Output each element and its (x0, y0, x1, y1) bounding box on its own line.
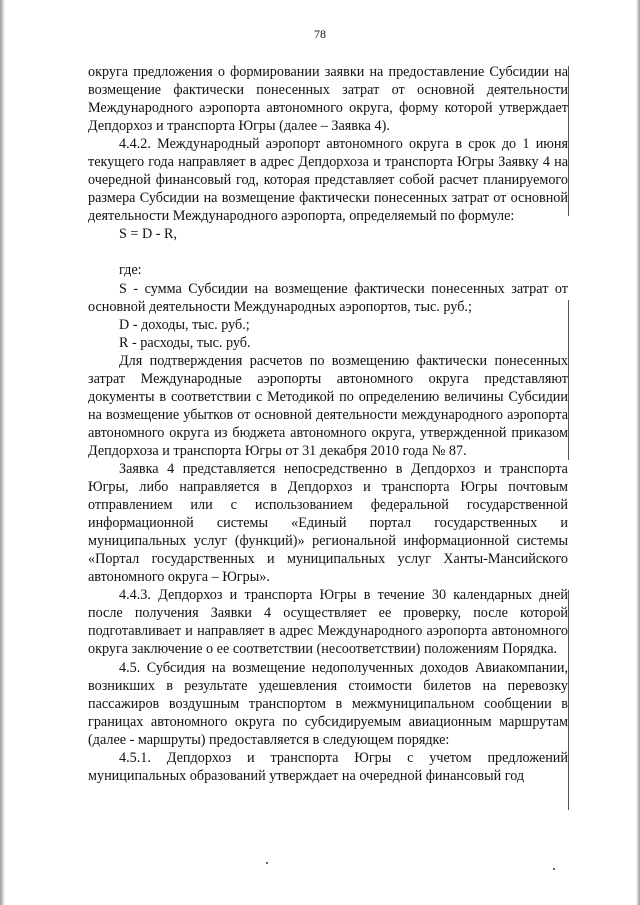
paragraph-4-5-1: 4.5.1. Депдорхоз и транспорта Югры с учетом предложений муниципальных образований утверждает на очередной финансовый год (88, 749, 568, 784)
paragraph-application-4: Заявка 4 представляется непосредственно в Депдорхоз и транспорта Югры, либо направляется в Депдорхоз и транспорта Югры почтовым отправлением или с использованием федеральной государственной информационной системы «Единый портал государственных и муниципальных услуг (функций)» региональной информационной системы «Портал государственных и муниципальных услуг Ханты-Мансийского автономного округа – Югры». (88, 460, 568, 586)
blank-line (88, 243, 568, 261)
definition-r: R - расходы, тыс. руб. (119, 334, 251, 351)
page-number: 78 (314, 27, 326, 41)
scan-speck (553, 868, 555, 870)
paragraph-4-5: 4.5. Субсидия на возмещение недополученных доходов Авиакомпании, возникших в результате удешевления стоимости билетов на перевозку пассажиров воздушным транспортом в межмуниципальном сообщении в границах автономного округа по субсидируемым авиационным маршрутам (далее - маршруты) предоставляется в следующем порядке: (88, 659, 568, 748)
paragraph-4-4-3: 4.4.3. Депдорхоз и транспорта Югры в течение 30 календарных дней после получения Заявки 4 осуществляет ее проверку, после которой подготавливает и направляет в адрес Международного аэропорта автономного округа заключение о ее соответствии (несоответствии) положениям Порядка. (88, 587, 568, 658)
scan-edge-left (0, 0, 5, 905)
document-body (88, 63, 568, 785)
definition-s: S - сумма Субсидии на возмещение фактически понесенных затрат от основной деятельности Международных аэропортов, тыс. руб.; (88, 280, 568, 315)
scan-edge-right (636, 0, 640, 905)
margin-line-mark (568, 300, 569, 460)
scan-speck (266, 862, 268, 864)
margin-line-mark (568, 590, 569, 810)
paragraph-confirmation: Для подтверждения расчетов по возмещению фактически понесенных затрат Международные аэропорты автономного округа представляют документы в соответствии с Методикой по определению величины Субсидии на возмещение убытков от основной деятельности международного аэропорта автономного округа из бюджета автономного округа, утвержденной приказом Депдорхоза и транспорта Югры от 31 декабря 2010 года № 87. (88, 352, 568, 459)
margin-line-mark (568, 66, 569, 216)
where-label: где: (119, 262, 142, 279)
formula: S = D - R, (119, 226, 178, 243)
paragraph-4-4-2: 4.4.2. Международный аэропорт автономного округа в срок до 1 июня текущего года направляет в адрес Депдорхоза и транспорта Югры Заявку 4 на очередной финансовый год, которая представляет собой расчет планируемого размера Субсидии на возмещение фактически понесенных затрат от основной деятельности Международного аэропорта, определяемый по формуле: (88, 136, 568, 225)
definition-d: D - доходы, тыс. руб.; (119, 316, 250, 333)
paragraph-continuation: округа предложения о формировании заявки на предоставление Субсидии на возмещение фактически понесенных затрат от основной деятельности Международного аэропорта автономного округа, форму которой утверждает Депдорхоз и транспорта Югры (далее – Заявка 4). (88, 64, 568, 135)
